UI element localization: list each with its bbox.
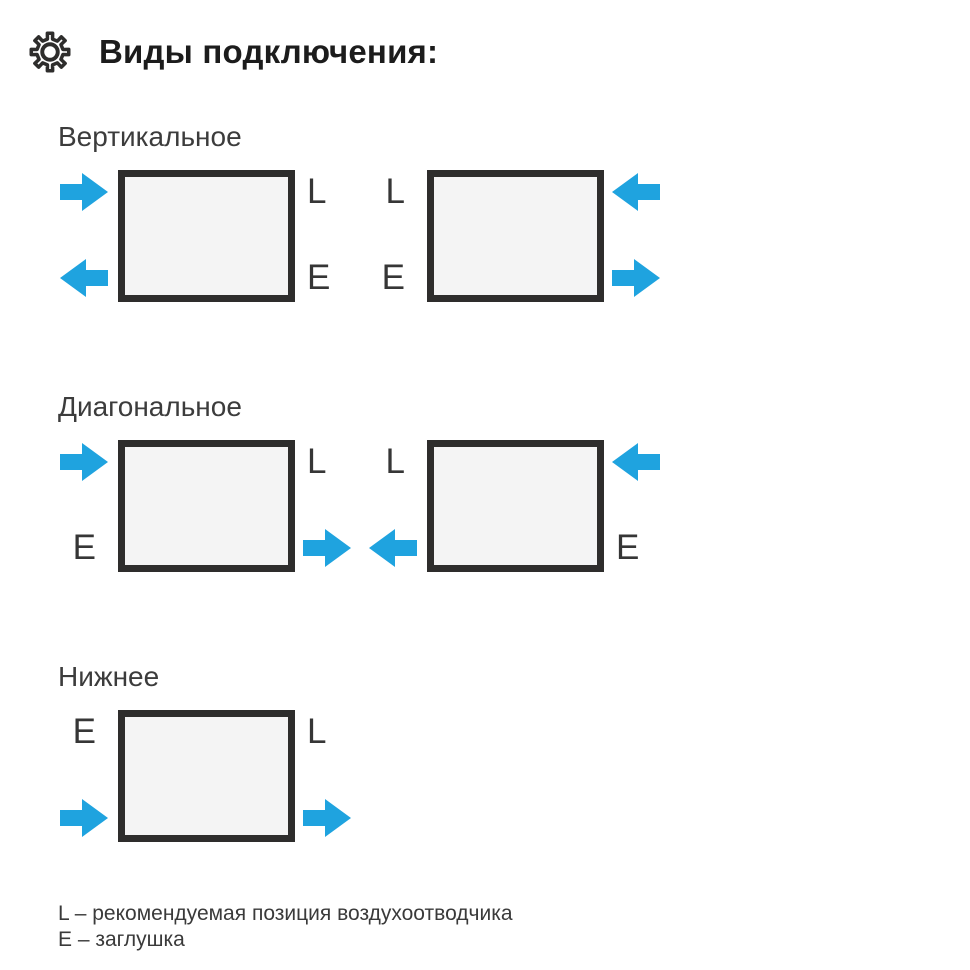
port-label-slot xyxy=(295,712,326,752)
port-label-slot xyxy=(295,172,326,212)
diagram-row xyxy=(58,440,672,572)
flow-arrow-slot xyxy=(604,258,660,298)
left-port-column xyxy=(58,440,118,572)
flow-arrow-right-icon xyxy=(303,799,351,837)
port-label-l: L xyxy=(307,712,327,751)
connection-section-1 xyxy=(58,120,672,302)
page-title: Виды подключения: xyxy=(99,33,439,70)
right-port-column xyxy=(604,440,672,572)
right-port-column xyxy=(295,710,363,842)
port-label-slot xyxy=(386,172,427,212)
connection-section-3 xyxy=(58,660,672,842)
port-label-l: L xyxy=(307,442,327,481)
port-label-slot xyxy=(386,442,427,482)
port-label-e: E xyxy=(72,528,96,567)
right-port-column xyxy=(295,170,363,302)
radiator-box xyxy=(118,440,295,572)
port-label-e: E xyxy=(307,258,331,297)
legend xyxy=(58,901,513,953)
flow-arrow-slot xyxy=(604,442,660,482)
port-label-slot xyxy=(295,258,330,298)
flow-arrow-slot xyxy=(604,172,660,212)
flow-arrow-left-icon xyxy=(369,529,417,567)
flow-arrow-slot xyxy=(60,258,118,298)
port-label-l: L xyxy=(307,172,327,211)
port-label-slot xyxy=(295,442,326,482)
legend-line-e: E – заглушка xyxy=(58,928,185,951)
radiator-box xyxy=(118,710,295,842)
flow-arrow-slot xyxy=(295,798,351,838)
left-port-column xyxy=(367,440,427,572)
port-label-e: E xyxy=(381,258,405,297)
port-label-e: E xyxy=(72,712,96,751)
flow-arrow-slot xyxy=(295,528,351,568)
gear-icon xyxy=(28,30,72,74)
legend-line-l: L – рекомендуемая позиция воздухоотводчика xyxy=(58,902,513,925)
connection-section-2 xyxy=(58,390,672,572)
port-label-e: E xyxy=(616,528,640,567)
left-port-column xyxy=(367,170,427,302)
diagram-row xyxy=(58,170,672,302)
right-port-column xyxy=(295,440,363,572)
flow-arrow-right-icon xyxy=(303,529,351,567)
sections xyxy=(58,120,672,930)
port-label-slot xyxy=(604,528,639,568)
flow-arrow-right-icon xyxy=(60,443,108,481)
diagram-row xyxy=(58,710,672,842)
port-label-l: L xyxy=(385,172,405,211)
diagram-3-1 xyxy=(58,710,363,842)
diagram-2-1 xyxy=(58,440,363,572)
left-port-column xyxy=(58,710,118,842)
diagram-1-1 xyxy=(58,170,363,302)
radiator-box xyxy=(427,170,604,302)
diagram-1-2 xyxy=(367,170,672,302)
section-title: Нижнее xyxy=(58,661,160,692)
flow-arrow-left-icon xyxy=(612,173,660,211)
flow-arrow-right-icon xyxy=(612,259,660,297)
flow-arrow-slot xyxy=(60,798,118,838)
flow-arrow-slot xyxy=(369,528,427,568)
port-label-l: L xyxy=(385,442,405,481)
flow-arrow-slot xyxy=(60,172,118,212)
section-title: Диагональное xyxy=(58,391,242,422)
flow-arrow-left-icon xyxy=(612,443,660,481)
section-title: Вертикальное xyxy=(58,121,242,152)
radiator-box xyxy=(427,440,604,572)
right-port-column xyxy=(604,170,672,302)
port-label-slot xyxy=(73,528,118,568)
radiator-box xyxy=(118,170,295,302)
flow-arrow-left-icon xyxy=(60,259,108,297)
flow-arrow-slot xyxy=(60,442,118,482)
flow-arrow-right-icon xyxy=(60,173,108,211)
flow-arrow-right-icon xyxy=(60,799,108,837)
header xyxy=(28,30,438,74)
port-label-slot xyxy=(73,712,118,752)
diagram-2-2 xyxy=(367,440,672,572)
port-label-slot xyxy=(382,258,427,298)
left-port-column xyxy=(58,170,118,302)
